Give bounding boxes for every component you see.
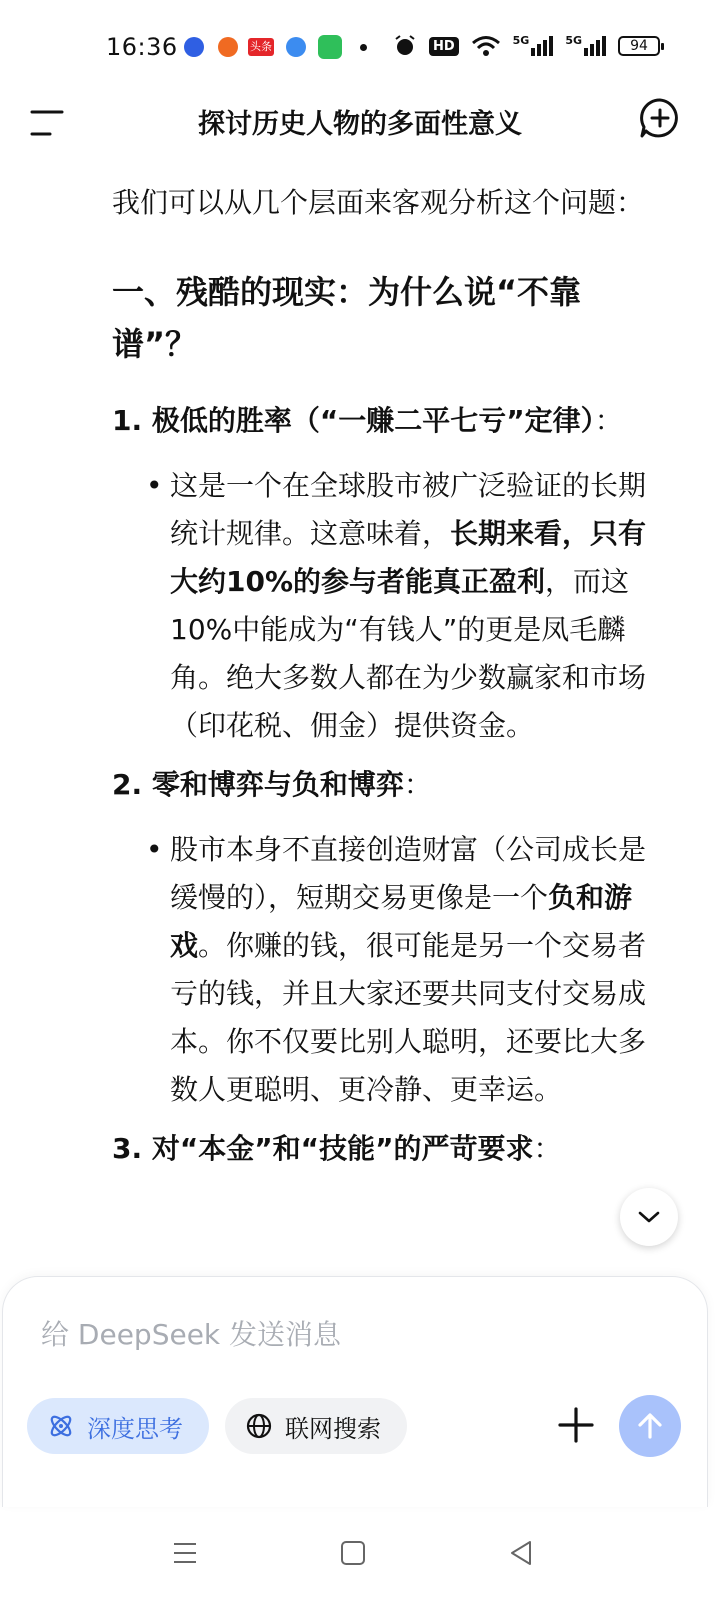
bullet-text: 股市本身不直接创造财富（公司成长是缓慢的），短期交易更像是一个: [170, 833, 647, 914]
list-item-suffix: ：: [594, 404, 623, 437]
list-item-suffix: ：: [403, 768, 432, 801]
nav-home-button[interactable]: [336, 1536, 370, 1570]
system-nav-bar: [0, 1506, 720, 1600]
bullet-text: 。你赚的钱，很可能是另一个交易者亏的钱，并且大家还要共同支付交易成本。你不仅要比别人聪明，还要比大多数人更聪明、更冷静、更幸运。: [170, 929, 647, 1106]
bullet-item: [112, 462, 660, 750]
assistant-message: [112, 180, 660, 1172]
attach-button[interactable]: [553, 1402, 599, 1448]
web-search-toggle[interactable]: [225, 1398, 407, 1454]
nav-menu-button[interactable]: [168, 1536, 202, 1570]
deep-think-label: 深度思考: [87, 1414, 183, 1443]
list-item-title: 1. 极低的胜率（“一赚二平七亏”定律）: [112, 404, 595, 437]
orange-app-icon: [218, 37, 238, 57]
plus-icon: [553, 1402, 599, 1448]
status-bar: [0, 0, 720, 96]
message-composer: [2, 1276, 708, 1507]
list-item-title: 2. 零和博弈与负和博弈: [112, 768, 404, 801]
atom-icon: [47, 1412, 75, 1440]
status-indicators: [393, 34, 660, 58]
message-intro: 我们可以从几个层面来客观分析这个问题：: [112, 186, 645, 219]
blue-app-icon: [286, 37, 306, 57]
list-item-suffix: ：: [533, 1132, 562, 1165]
dot-icon: [360, 44, 367, 51]
web-search-label: 联网搜索: [285, 1414, 381, 1443]
battery-icon: 94: [618, 36, 660, 56]
chevron-down-icon: [637, 1209, 661, 1225]
hd-icon: HD: [429, 37, 459, 56]
new-chat-button[interactable]: [638, 96, 682, 140]
bullet-item: [112, 826, 660, 1114]
nav-home-icon: [336, 1536, 370, 1570]
alarm-icon: [393, 34, 417, 58]
new-chat-icon: [638, 96, 682, 140]
list-item: [112, 398, 660, 444]
send-button[interactable]: [619, 1395, 681, 1457]
deep-think-toggle[interactable]: [27, 1398, 209, 1454]
list-item-title: 3. 对“本金”和“技能”的严苛要求: [112, 1132, 534, 1165]
nav-back-icon: [504, 1536, 538, 1570]
baidu-icon: [184, 37, 204, 57]
page-title: 探讨历史人物的多面性意义: [198, 109, 522, 140]
signal-icon-2: 5G: [565, 36, 606, 56]
nav-menu-icon: [168, 1536, 202, 1570]
status-time: 16:36: [106, 33, 178, 61]
signal-icon-1: 5G: [513, 36, 554, 56]
section-heading: 一、残酷的现实：为什么说“不靠谱”？: [112, 273, 582, 363]
message-input[interactable]: 给 DeepSeek 发送消息: [41, 1318, 342, 1351]
bullet-text: 这是一个在全球股市被广泛验证的长期统计规律。这意味着，: [170, 469, 647, 550]
bullet-bold-text: 负和游戏: [170, 881, 633, 962]
toutiao-icon: 头条: [248, 38, 274, 56]
app-header: [0, 90, 720, 154]
scroll-to-bottom-button[interactable]: [620, 1188, 678, 1246]
nav-back-button[interactable]: [504, 1536, 538, 1570]
phone-app-icon: [318, 35, 342, 59]
wifi-icon: [471, 35, 501, 57]
list-item: [112, 1126, 660, 1172]
bullet-bold-text: 长期来看，只有大约10%的参与者能真正盈利: [170, 517, 647, 598]
bullet-text: ，而这10%中能成为“有钱人”的更是凤毛麟角。绝大多数人都在为少数赢家和市场（印花税、佣金）提供资金。: [170, 565, 647, 742]
list-item: [112, 762, 660, 808]
arrow-up-icon: [635, 1411, 665, 1441]
globe-icon: [245, 1412, 273, 1440]
